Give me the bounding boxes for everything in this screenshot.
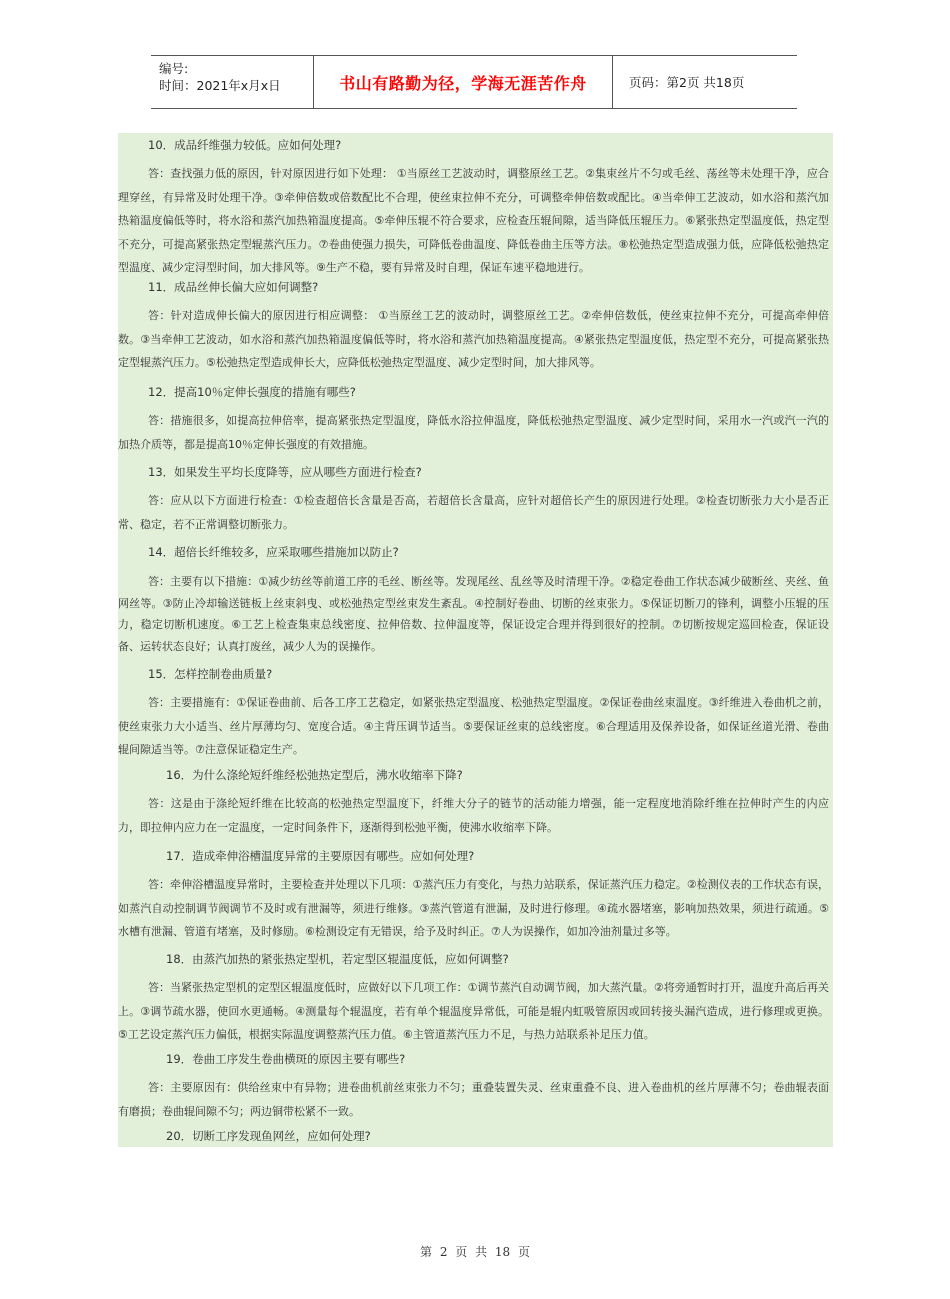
- question-18: 18．由蒸汽加热的紧张热定型机，若定型区辊温度低，应如何调整?: [166, 952, 509, 966]
- answer-18: 答：当紧张热定型机的定型区辊温度低时，应做好以下几项工作：①调节蒸汽自动调节阀，加大蒸汽量。②将旁通暂时打开，温度升高后再关上。③调节疏水器，使回水更通畅。④测量每个辊温度，若有单个辊温度异常低，可能是辊内虹吸管原因或回转接头漏汽造成，进行修理或更换。⑤工艺设定蒸汽压力偏低，根据实际温度调整蒸汽压力值。⑥主管道蒸汽压力不足，与热力站联系补足压力值。: [118, 981, 829, 1041]
- question-16: 16．为什么涤纶短纤维经松弛热定型后，沸水收缩率下降?: [166, 768, 463, 782]
- question-10: 10．成品纤维强力较低。应如何处理?: [148, 138, 342, 152]
- document-time-label: 时间：2021年x月x日: [159, 78, 281, 93]
- answer-17: 答：牵伸浴槽温度异常时，主要检查并处理以下几项：①蒸汽压力有变化，与热力站联系，保证蒸汽压力稳定。②检测仪表的工作状态有误，如蒸汽自动控制调节阀调节不及时或有泄漏等，须进行维修。③蒸汽管道有泄漏，及时进行修理。④疏水器堵塞，影响加热效果，须进行疏通。⑤水槽有泄漏、管道有堵塞，及时修励。⑥检测设定有无错误，给予及时纠正。⑦人为误操作，如加冷油剂量过多等。: [118, 878, 829, 938]
- question-11: 11．成品丝伸长偏大应如何调整?: [148, 280, 319, 294]
- qa-item-19: [118, 1050, 833, 1123]
- qa-item-17: [118, 847, 833, 944]
- answer-10: 答：查找强力低的原因，针对原因进行如下处理： ①当原丝工艺波动时，调整原丝工艺。②集束丝片不匀或毛丝、荡丝等未处理干净，应合理穿丝，有异常及时处理干净。③牵伸倍数或倍数配比不合理，使丝束拉伸不充分，可调整牵伸倍数或配比。④当牵伸工艺波动，如水浴和蒸汽加热箱温度偏低等时，将水浴和蒸汽加热箱温度提高。⑤牵伸压辊不符合要求，应检查压辊间隙，适当降低压辊压力。⑥紧张热定型温度低，热定型不充分，可提高紧张热定型辊蒸汽压力。⑦卷曲使强力损失，可降低卷曲温度、降低卷曲主压等方法。⑧松弛热定型造成强力低，应降低松弛热定型温度、减少定浔型时间，加大排风等。⑨生产不稳，要有异常及时自理，保证车速平稳地进行。: [118, 167, 829, 274]
- qa-item-12: [118, 383, 833, 456]
- header-motto-cell: [313, 56, 613, 108]
- question-14: 14．超倍长纤维较多，应采取哪些措施加以防止?: [148, 545, 399, 559]
- header-left-cell: [151, 56, 313, 108]
- header-motto: 书山有路勤为径，学海无涯苦作舟: [339, 73, 587, 93]
- answer-12: 答：措施很多，如提高拉伸倍率，提高紧张热定型温度，降低水浴拉伸温度，降低松弛热定型温度、减少定型时间，采用水一汽或汽一汽的加热介质等，都是提高10％定伸长强度的有效措施。: [118, 414, 829, 451]
- answer-13: 答：应从以下方面进行检查：①检查超倍长含量是否高，若超倍长含量高，应针对超倍长产生的原因进行处理。②检查切断张力大小是否正常、稳定，若不正常调整切断张力。: [118, 494, 829, 531]
- answer-14: 答：主要有以下措施：①减少纺丝等前道工序的毛丝、断丝等。发现尾丝、乱丝等及时清理干净。②稳定卷曲工作状态减少破断丝、夹丝、鱼网丝等。③防止冷却输送链板上丝束斜曳、或松弛热定型丝束发生紊乱。④控制好卷曲、切断的丝束张力。⑤保证切断刀的锋利，调整小压辊的压力，稳定切断机速度。⑥工艺上检查集束总线密度、拉伸倍数、拉伸温度等，保证设定合理并得到很好的控制。⑦切断按规定巡回检查，保证设备、运转状态良好；认真打废丝，减少人为的误操作。: [118, 575, 829, 653]
- qa-item-18: [118, 950, 833, 1047]
- qa-item-16: [118, 766, 833, 839]
- answer-11: 答：针对造成伸长偏大的原因进行相应调整： ①当原丝工艺的波动时，调整原丝工艺。②牵伸倍数低，使丝束拉伸不充分，可提高牵伸倍数。③当牵伸工艺波动，如水浴和蒸汽加热箱温度偏低等时，将水浴和蒸汽加热箱温度提高。④紧张热定型温度低，热定型不充分，可提高紧张热定型辊蒸汽压力。⑤松弛热定型造成伸长大，应降低松弛热定型温度、减少定型时间，加大排风等。: [118, 309, 829, 369]
- qa-item-20: [118, 1127, 833, 1145]
- answer-19: 答：主要原因有：供给丝束中有异物；进卷曲机前丝束张力不匀；重叠装置失灵、丝束重叠不良、进入卷曲机的丝片厚薄不匀；卷曲辊表面有磨损；卷曲辊间隙不匀；两边铜带松紧不一致。: [118, 1081, 829, 1118]
- qa-item-11: [118, 278, 833, 375]
- question-20: 20．切断工序发现鱼网丝，应如何处理?: [166, 1129, 371, 1143]
- qa-item-15: [118, 665, 833, 762]
- answer-15: 答：主要措施有：①保证卷曲前、后各工序工艺稳定，如紧张热定型温度、松弛热定型温度。②保证卷曲丝束温度。③纤维进入卷曲机之前，使丝束张力大小适当、丝片厚薄均匀、宽度合适。④主背压调节适当。⑤要保证丝束的总线密度。⑥合理适用及保养设备，如保证丝道光滑、卷曲辊间隙适当等。⑦注意保证稳定生产。: [118, 696, 829, 756]
- question-17: 17．造成牵伸浴槽温度异常的主要原因有哪些。应如何处理?: [166, 849, 475, 863]
- qa-item-14: [118, 543, 833, 657]
- page-footer: 第 2 页 共 18 页: [420, 1245, 530, 1259]
- document-number-label: 编号:: [159, 61, 189, 76]
- header-page-info: 页码：第2页 共18页: [629, 75, 745, 90]
- question-13: 13．如果发生平均长度降等，应从哪些方面进行检查?: [148, 465, 422, 479]
- question-15: 15．怎样控制卷曲质量?: [148, 667, 273, 681]
- qa-item-10: [118, 136, 833, 280]
- document-header: [151, 55, 797, 109]
- header-page-cell: [613, 56, 797, 108]
- qa-item-13: [118, 463, 833, 536]
- question-19: 19．卷曲工序发生卷曲横斑的原因主要有哪些?: [166, 1052, 406, 1066]
- question-12: 12．提高10％定伸长强度的措施有哪些?: [148, 385, 356, 399]
- qa-content-area: [118, 133, 833, 1147]
- answer-16: 答：这是由于涤纶短纤维在比较高的松弛热定型温度下，纤维大分子的链节的活动能力增强，能一定程度地消除纤维在拉伸时产生的内应力，即拉伸内应力在一定温度，一定时间条件下，逐渐得到松弛平衡，使沸水收缩率下降。: [118, 797, 829, 834]
